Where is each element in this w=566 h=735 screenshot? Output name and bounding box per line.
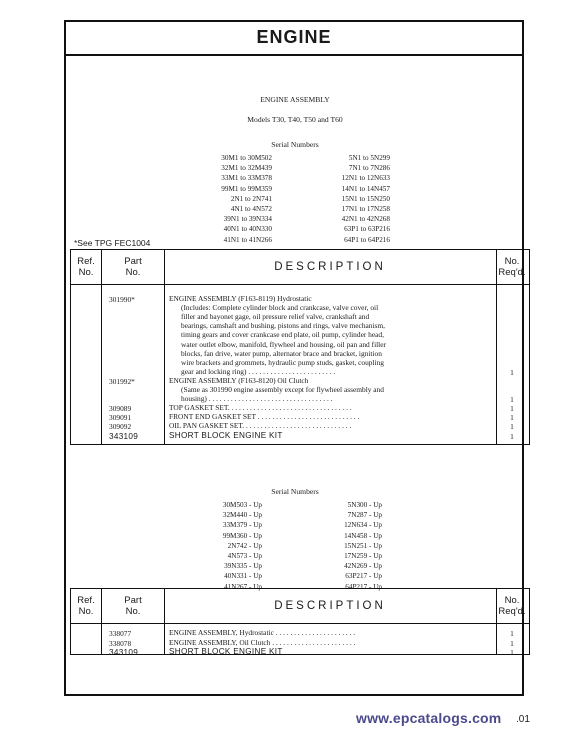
part-number: 301990* [109, 295, 135, 304]
part-header: Part No. [124, 256, 142, 278]
quantity: 1 [510, 648, 514, 658]
description-header: DESCRIPTION [274, 260, 386, 273]
description-line: filler and bayonet gage, oil pressure relief valve, crankshaft and [181, 312, 370, 322]
qty-header: No. Req'd. [498, 595, 526, 617]
serial-range: 64P217 - Up [345, 582, 382, 591]
part-number: 301992* [109, 376, 135, 386]
serial-range: 40N331 - Up [224, 572, 262, 581]
part-number: 338077 [109, 629, 132, 638]
description-line: timing gears and cover crankcase end plate, oil pump, cylinder head, [181, 330, 384, 340]
see-note: *See TPG FEC1004 [74, 238, 151, 248]
table-header [71, 250, 529, 285]
quantity: 1 [510, 395, 514, 405]
table-header-2 [71, 589, 529, 624]
description-line: SHORT BLOCK ENGINE KIT [169, 647, 283, 657]
section-title: ENGINE ASSEMBLY [260, 95, 330, 104]
serial-range: 99M360 - Up [222, 531, 262, 540]
serial-range: 64P1 to 64P216 [344, 235, 390, 244]
part-header: Part No. [124, 595, 142, 617]
qty-header: No. Req'd. [498, 256, 526, 278]
serial-range: 63P1 to 63P216 [344, 225, 390, 234]
part-number: 338078 [109, 638, 132, 648]
description-header: DESCRIPTION [274, 599, 386, 612]
ref-header: Ref. No. [77, 256, 95, 278]
serial-heading: Serial Numbers [271, 140, 319, 149]
serial-range: 7N287 - Up [347, 511, 382, 520]
serial-range: 30M503 - Up [222, 501, 262, 509]
serial-range: 12N634 - Up [344, 521, 382, 530]
serial-range: 14N1 to 14N457 [341, 184, 390, 193]
description-line: water outlet elbow, manifold, flywheel and housing, oil pan and filler [181, 339, 386, 349]
page-number: .01 [516, 714, 530, 725]
description-line: bearings, camshaft and bushing, pistons and rings, valve mechanism, [181, 321, 386, 331]
description-line: TOP GASKET SET. . . . . . . . . . . . . . . . . . . . . . . . . . . . . . . . . . [169, 403, 352, 413]
description-line: (Includes: Complete cylinder block and crankcase, valve cover, oil [181, 303, 379, 313]
serial-range: 17N259 - Up [344, 552, 382, 561]
serial-range: 33M1 to 33M378 [221, 174, 272, 183]
serial-range: 30M1 to 30M502 [221, 154, 272, 162]
serial-range: 2N742 - Up [227, 541, 262, 550]
serial-range: 39N1 to 39N334 [223, 215, 272, 224]
serial-range: 5N300 - Up [347, 501, 382, 509]
description-line: blocks, fan drive, water pump, alternator brace and bracket, ignition [181, 348, 382, 358]
quantity: 1 [510, 629, 514, 638]
serial-heading-2: Serial Numbers [271, 487, 319, 496]
quantity: 1 [510, 413, 514, 423]
serial-range: 5N1 to 5N299 [348, 154, 390, 162]
serial-range: 15N251 - Up [344, 541, 382, 550]
serial-range: 12N1 to 12N633 [341, 174, 390, 183]
serial-range: 99M1 to 99M359 [221, 184, 272, 193]
quantity: 1 [510, 638, 514, 648]
part-number: 343109 [109, 648, 139, 658]
models-line: Models T30, T40, T50 and T60 [247, 115, 343, 124]
description-line: ENGINE ASSEMBLY, Oil Clutch . . . . . . . . . . . . . . . . . . . . . . . [169, 637, 356, 647]
serial-range: 41N1 to 41N266 [223, 235, 272, 244]
description-line: ENGINE ASSEMBLY (F163-8120) Oil Clutch [169, 375, 309, 385]
serial-list-left-2 [180, 500, 262, 592]
part-number: 343109 [109, 431, 139, 441]
part-number: 309091 [109, 413, 132, 423]
serial-range: 41N267 - Up [224, 582, 262, 591]
serial-range: 2N1 to 2N741 [230, 194, 272, 203]
description-line: FRONT END GASKET SET . . . . . . . . . . . . . . . . . . . . . . . . . . . . [169, 412, 360, 422]
serial-range: 40N1 to 40N330 [223, 225, 272, 234]
part-number: 309089 [109, 404, 132, 414]
serial-range: 32M1 to 32M439 [221, 164, 272, 173]
description-line: SHORT BLOCK ENGINE KIT [169, 430, 283, 440]
serial-range: 4N1 to 4N572 [230, 205, 272, 214]
quantity: 1 [510, 404, 514, 414]
serial-range: 7N1 to 7N286 [348, 164, 390, 173]
serial-range: 42N269 - Up [344, 562, 382, 571]
serial-range: 39N335 - Up [224, 562, 262, 571]
description-line: housing) . . . . . . . . . . . . . . . . . . . . . . . . . . . . . . . . . . [181, 394, 333, 404]
serial-range: 42N1 to 42N268 [341, 215, 390, 224]
serial-list-right [300, 153, 390, 245]
parts-table-2 [70, 588, 530, 658]
page-title: ENGINE [256, 27, 332, 47]
quantity: 1 [510, 431, 514, 441]
serial-range: 17N1 to 17N258 [341, 205, 390, 214]
title-bar [66, 22, 522, 56]
serial-range: 63P217 - Up [345, 572, 382, 581]
quantity: 1 [510, 422, 514, 432]
description-line: OIL PAN GASKET SET. . . . . . . . . . . . . . . . . . . . . . . . . . . . . . [169, 421, 352, 431]
ref-header: Ref. No. [77, 595, 95, 617]
serial-range: 32M440 - Up [222, 511, 262, 520]
description-line: ENGINE ASSEMBLY (F163-8119) Hydrostatic [169, 294, 312, 303]
serial-list-right-2 [300, 500, 382, 592]
watermark: www.epcatalogs.com [356, 710, 502, 726]
description-line: gear and locking ring) . . . . . . . . . . . . . . . . . . . . . . . . [181, 366, 336, 376]
description-line: wire brackets and grommets, hydraulic pump studs, gasket, coupling [181, 357, 384, 367]
part-number: 309092 [109, 422, 132, 432]
serial-range: 14N458 - Up [344, 531, 382, 540]
quantity: 1 [510, 367, 514, 377]
serial-range: 15N1 to 15N250 [341, 194, 390, 203]
serial-range: 4N573 - Up [227, 552, 262, 561]
serial-list-left [180, 153, 272, 245]
serial-range: 33M379 - Up [222, 521, 262, 530]
description-line: ENGINE ASSEMBLY, Hydrostatic . . . . . . . . . . . . . . . . . . . . . . [169, 628, 356, 637]
parts-table-1 [70, 249, 530, 445]
description-line: (Same as 301990 engine assembly except for flywheel assembly and [181, 385, 384, 394]
